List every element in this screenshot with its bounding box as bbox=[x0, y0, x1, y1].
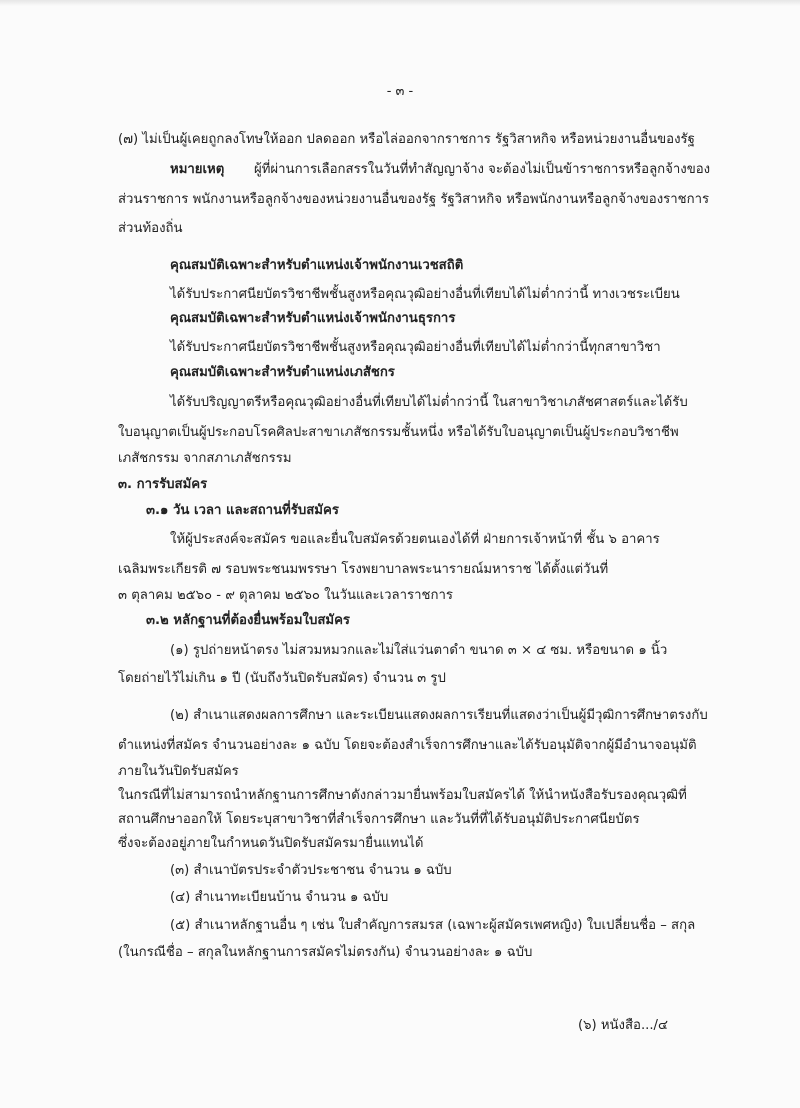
section-heading: คุณสมบัติเฉพาะสำหรับตำแหน่งเจ้าพนักงานเวชสถิติ bbox=[170, 258, 464, 273]
text-line: ตำแหน่งที่สมัคร จำนวนอย่างละ ๑ ฉบับ โดยจะต้องสำเร็จการศึกษาและได้รับอนุมัติจากผู้มีอำนาจอนุมัติ bbox=[118, 738, 697, 753]
text-line: (๕) สำเนาหลักฐานอื่น ๆ เช่น ใบสำคัญการสมรส (เฉพาะผู้สมัครเพศหญิง) ใบเปลี่ยนชื่อ – สกุล bbox=[170, 918, 696, 933]
text-line: โดยถ่ายไว้ไม่เกิน ๑ ปี (นับถึงวันปิดรับสมัคร) จำนวน ๓ รูป bbox=[118, 671, 446, 686]
text-line: ได้รับปริญญาตรีหรือคุณวุฒิอย่างอื่นที่เทียบได้ไม่ต่ำกว่านี้ ในสาขาวิชาเภสัชศาสตร์และได้รับ bbox=[170, 395, 688, 410]
text-line: (๒) สำเนาแสดงผลการศึกษา และระเบียนแสดงผลการเรียนที่แสดงว่าเป็นผู้มีวุฒิการศึกษาตรงกับ bbox=[170, 708, 708, 723]
text-line: ซึ่งจะต้องอยู่ภายในกำหนดวันปิดรับสมัครมายื่นแทนได้ bbox=[118, 836, 424, 851]
section-heading: คุณสมบัติเฉพาะสำหรับตำแหน่งเจ้าพนักงานธุรการ bbox=[170, 311, 456, 326]
text-line: ส่วนท้องถิ่น bbox=[118, 221, 183, 236]
subsection-heading: ๓.๒ หลักฐานที่ต้องยื่นพร้อมใบสมัคร bbox=[146, 613, 350, 628]
section-heading: คุณสมบัติเฉพาะสำหรับตำแหน่งเภสัชกร bbox=[170, 365, 395, 380]
text-line: ภายในวันปิดรับสมัคร bbox=[118, 764, 239, 779]
text-line: (๗) ไม่เป็นผู้เคยถูกลงโทษให้ออก ปลดออก หรือไล่ออกจากราชการ รัฐวิสาหกิจ หรือหน่วยงานอื่นของรัฐ bbox=[118, 132, 695, 147]
note-label: หมายเหตุ bbox=[170, 162, 225, 177]
text-line: ในกรณีที่ไม่สามารถนำหลักฐานการศึกษาดังกล่าวมายื่นพร้อมใบสมัครได้ ให้นำหนังสือรับรองคุณวุฒิที่ bbox=[118, 788, 687, 803]
section-heading: ๓. การรับสมัคร bbox=[118, 477, 208, 492]
text-line: ให้ผู้ประสงค์จะสมัคร ขอและยื่นใบสมัครด้วยตนเองได้ที่ ฝ่ายการเจ้าหน้าที่ ชั้น ๖ อาคาร bbox=[170, 532, 660, 547]
text-line: ผู้ที่ผ่านการเลือกสรรในวันที่ทำสัญญาจ้าง จะต้องไม่เป็นข้าราชการหรือลูกจ้างของ bbox=[254, 162, 711, 177]
text-line: (๔) สำเนาทะเบียนบ้าน จำนวน ๑ ฉบับ bbox=[170, 890, 389, 905]
scan-edge bbox=[0, 0, 800, 6]
subsection-heading: ๓.๑ วัน เวลา และสถานที่รับสมัคร bbox=[146, 503, 339, 518]
text-line: เภสัชกรรม จากสภาเภสัชกรรม bbox=[118, 451, 292, 466]
text-line: (๑) รูปถ่ายหน้าตรง ไม่สวมหมวกและไม่ใส่แว่นตาดำ ขนาด ๓ × ๔ ซม. หรือขนาด ๑ นิ้ว bbox=[170, 643, 668, 658]
text-line: (๓) สำเนาบัตรประจำตัวประชาชน จำนวน ๑ ฉบับ bbox=[170, 863, 452, 878]
text-line: สถานศึกษาออกให้ โดยระบุสาขาวิชาที่สำเร็จการศึกษา และวันที่ที่ได้รับอนุมัติประกาศนียบัตร bbox=[118, 812, 640, 827]
text-line: เฉลิมพระเกียรติ ๗ รอบพระชนมพรรษา โรงพยาบาลพระนารายณ์มหาราช ได้ตั้งแต่วันที่ bbox=[118, 562, 609, 577]
continuation-note: (๖) หนังสือ.../๔ bbox=[578, 1018, 668, 1033]
text-line: (ในกรณีชื่อ – สกุลในหลักฐานการสมัครไม่ตรงกัน) จำนวนอย่างละ ๑ ฉบับ bbox=[118, 945, 533, 960]
text-line: ส่วนราชการ พนักงานหรือลูกจ้างของหน่วยงานอื่นของรัฐ รัฐวิสาหกิจ หรือพนักงานหรือลูกจ้างของราชการ bbox=[118, 192, 710, 207]
text-line: ใบอนุญาตเป็นผู้ประกอบโรคศิลปะสาขาเภสัชกรรมชั้นหนึ่ง หรือได้รับใบอนุญาตเป็นผู้ประกอบวิชาชีพ bbox=[118, 425, 679, 440]
text-line: ได้รับประกาศนียบัตรวิชาชีพชั้นสูงหรือคุณวุฒิอย่างอื่นที่เทียบได้ไม่ต่ำกว่านี้ ทางเวชระเบียน bbox=[170, 287, 680, 302]
text-line: ๓ ตุลาคม ๒๕๖๐ - ๙ ตุลาคม ๒๕๖๐ ในวันและเวลาราชการ bbox=[118, 588, 453, 603]
text-line: ได้รับประกาศนียบัตรวิชาชีพชั้นสูงหรือคุณวุฒิอย่างอื่นที่เทียบได้ไม่ต่ำกว่านี้ทุกสาขาวิชา bbox=[170, 340, 661, 355]
page-number: - ๓ - bbox=[386, 84, 414, 99]
